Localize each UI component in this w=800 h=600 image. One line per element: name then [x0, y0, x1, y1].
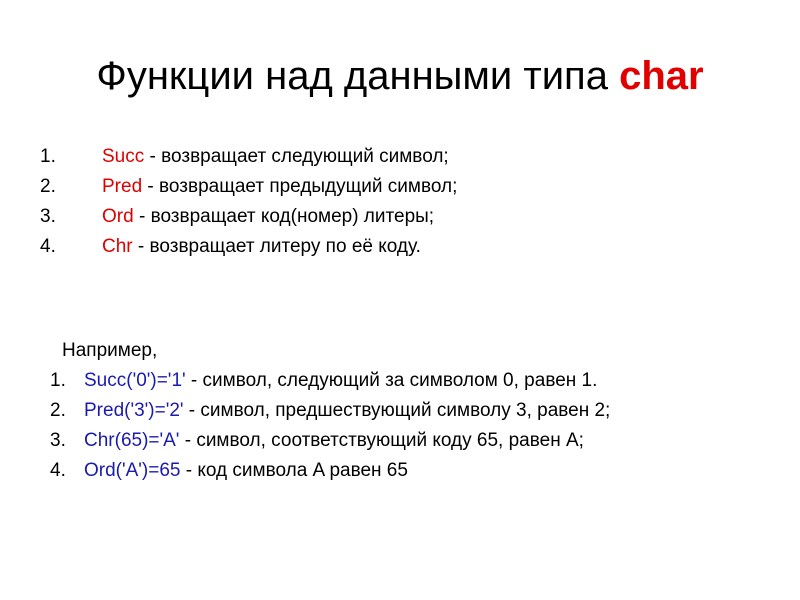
example-item: [50, 366, 610, 396]
list-number: 4.: [50, 460, 66, 481]
example-item: [50, 426, 610, 456]
function-item-succ: [40, 142, 457, 172]
example-item: [50, 456, 610, 486]
example-description: - символ, предшествующий символу 3, равен 2;: [183, 400, 611, 421]
list-number: 1.: [40, 146, 56, 167]
title-text: Функции над данными типа: [96, 54, 608, 98]
function-name: Ord: [102, 206, 134, 227]
slide-title: [0, 48, 800, 104]
function-list: [40, 142, 457, 262]
example-code: Succ('0')='1': [84, 370, 186, 391]
function-item-chr: [40, 232, 457, 262]
example-description: - символ, соответствующий коду 65, равен A;: [179, 430, 584, 451]
examples-section: [50, 336, 611, 486]
list-number: 1.: [50, 370, 66, 391]
list-number: 2.: [50, 400, 66, 421]
example-description: - символ, следующий за символом 0, равен 1.: [185, 370, 598, 391]
function-description: - возвращает код(номер) литеры;: [133, 206, 435, 227]
example-list: [50, 366, 610, 486]
function-name: Succ: [102, 146, 145, 167]
example-code: Chr(65)='A': [84, 430, 180, 451]
example-item: [50, 396, 610, 426]
list-number: 4.: [40, 236, 56, 257]
list-number: 2.: [40, 176, 56, 197]
function-item-ord: [40, 202, 457, 232]
function-description: - возвращает предыдущий символ;: [142, 176, 458, 197]
function-description: - возвращает литеру по её коду.: [132, 236, 421, 257]
list-number: 3.: [50, 430, 66, 451]
list-number: 3.: [40, 206, 56, 227]
function-description: - возвращает следующий символ;: [144, 146, 449, 167]
example-code: Ord('A')=65: [84, 460, 181, 481]
example-description: - код символа A равен 65: [180, 460, 408, 481]
examples-intro: Например,: [62, 340, 158, 361]
example-code: Pred('3')='2': [84, 400, 184, 421]
title-keyword: char: [619, 54, 704, 98]
function-name: Chr: [102, 236, 133, 257]
function-name: Pred: [102, 176, 143, 197]
function-item-pred: [40, 172, 457, 202]
